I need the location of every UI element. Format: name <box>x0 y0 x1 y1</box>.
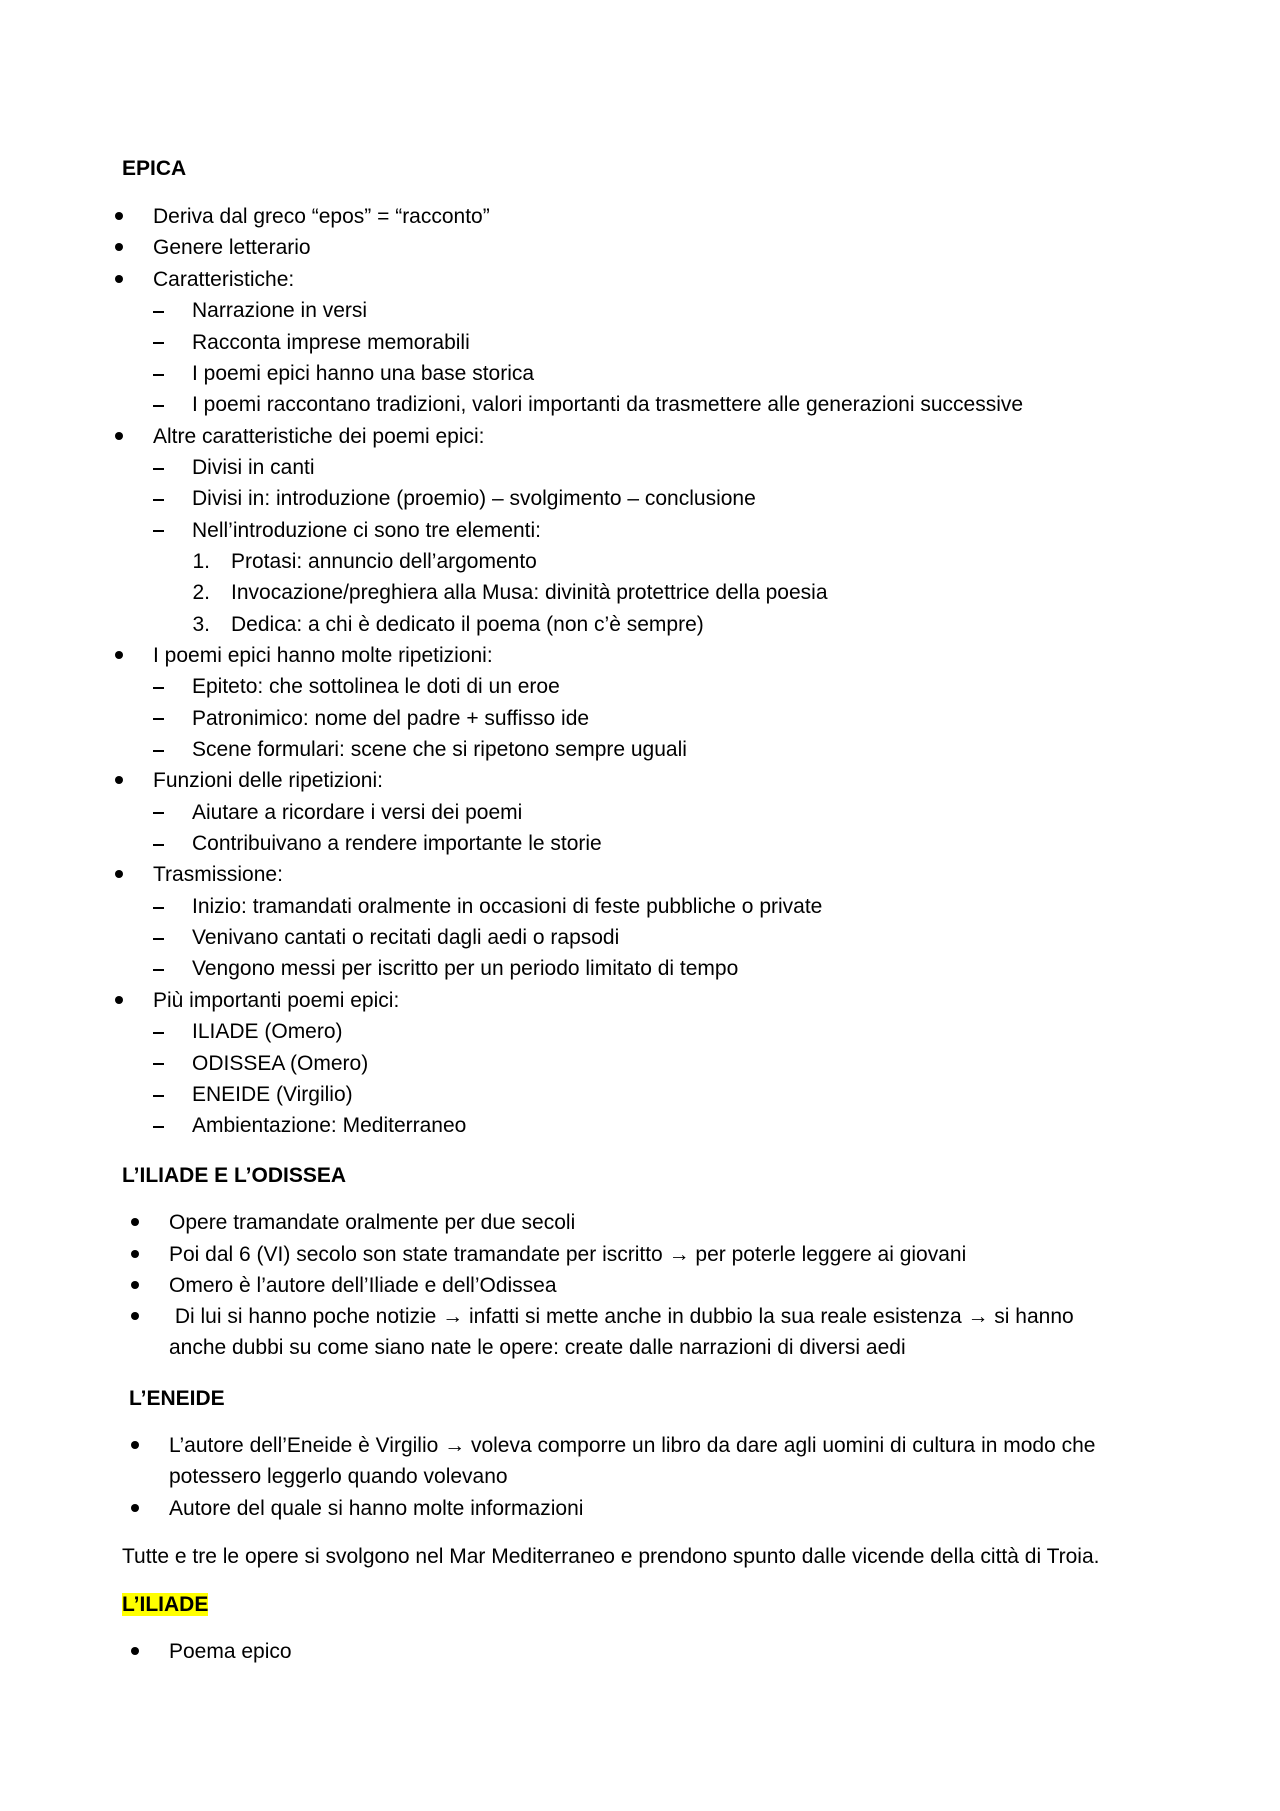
heading-iliade-odissea: L’ILIADE E L’ODISSEA <box>122 1164 347 1187</box>
list-item: Omero è l’autore dell’Iliade e dell’Odissea <box>169 1274 557 1297</box>
dash-icon <box>153 499 164 501</box>
sub-list-item: Patronimico: nome del padre + suffisso ide <box>192 707 590 730</box>
dash-icon <box>153 468 164 470</box>
sub-list-item: ODISSEA (Omero) <box>192 1052 369 1075</box>
sub-list-item: Vengono messi per iscritto per un periodo limitato di tempo <box>192 957 739 980</box>
bullet-icon <box>131 1218 139 1226</box>
dash-icon <box>153 938 164 940</box>
bullet-icon <box>115 212 123 220</box>
heading-iliade <box>122 1589 208 1620</box>
dash-icon <box>153 750 164 752</box>
dash-icon <box>153 374 164 376</box>
dash-icon <box>153 530 164 532</box>
list-number: 1. <box>192 550 210 573</box>
bullet-icon <box>115 996 123 1004</box>
list-item: Di lui si hanno poche notizie → infatti si mette anche in dubbio la sua reale esistenza → si hanno anche dubbi su come siano nate le opere: create dalle narrazioni di diversi aedi <box>169 1305 1080 1360</box>
list-item: Genere letterario <box>153 236 311 259</box>
dash-icon <box>153 342 164 344</box>
numbered-item: Protasi: annuncio dell’argomento <box>231 550 537 573</box>
bullet-icon <box>115 275 123 283</box>
sub-list-item: Epiteto: che sottolinea le doti di un eroe <box>192 675 560 698</box>
bullet-icon <box>115 776 123 784</box>
bullet-icon <box>115 870 123 878</box>
sub-list-item: Ambientazione: Mediterraneo <box>192 1114 467 1137</box>
numbered-item: Dedica: a chi è dedicato il poema (non c’è sempre) <box>231 613 704 636</box>
sub-list-item: Racconta imprese memorabili <box>192 331 470 354</box>
sub-list-item: I poemi epici hanno una base storica <box>192 362 535 385</box>
list-item: Autore del quale si hanno molte informazioni <box>169 1497 584 1520</box>
sub-list-item: Venivano cantati o recitati dagli aedi o rapsodi <box>192 926 620 949</box>
dash-icon <box>153 405 164 407</box>
list-item: I poemi epici hanno molte ripetizioni: <box>153 644 493 667</box>
bullet-icon <box>131 1647 139 1655</box>
dash-icon <box>153 1032 164 1034</box>
sub-list-item: I poemi raccontano tradizioni, valori importanti da trasmettere alle generazioni successive <box>192 393 1024 416</box>
heading-epica: EPICA <box>122 157 187 180</box>
bullet-icon <box>131 1504 139 1512</box>
bullet-icon <box>131 1281 139 1289</box>
heading-eneide: L’ENEIDE <box>129 1387 225 1410</box>
list-item: Poema epico <box>169 1640 292 1663</box>
sub-list-item: Divisi in canti <box>192 456 315 479</box>
sub-list-item: ILIADE (Omero) <box>192 1020 343 1043</box>
sub-list-item: Scene formulari: scene che si ripetono sempre uguali <box>192 738 687 761</box>
sub-list-item: Contribuivano a rendere importante le storie <box>192 832 602 855</box>
sub-list-item: Aiutare a ricordare i versi dei poemi <box>192 801 523 824</box>
dash-icon <box>153 718 164 720</box>
bullet-icon <box>115 432 123 440</box>
list-item: Deriva dal greco “epos” = “racconto” <box>153 205 490 228</box>
list-item: Funzioni delle ripetizioni: <box>153 769 383 792</box>
sub-list-item: Nell’introduzione ci sono tre elementi: <box>192 519 542 542</box>
bullet-icon <box>115 243 123 251</box>
dash-icon <box>153 1095 164 1097</box>
dash-icon <box>153 844 164 846</box>
list-item: Trasmissione: <box>153 863 283 886</box>
sub-list-item: Divisi in: introduzione (proemio) – svolgimento – conclusione <box>192 487 756 510</box>
bullet-icon <box>131 1250 139 1258</box>
dash-icon <box>153 311 164 313</box>
list-item: Poi dal 6 (VI) secolo son state tramandate per iscritto → per poterle leggere ai giovani <box>169 1243 967 1266</box>
list-item: Più importanti poemi epici: <box>153 989 400 1012</box>
numbered-item: Invocazione/preghiera alla Musa: divinità protettrice della poesia <box>231 581 828 604</box>
dash-icon <box>153 687 164 689</box>
dash-icon <box>153 907 164 909</box>
list-item: Altre caratteristiche dei poemi epici: <box>153 425 485 448</box>
list-number: 3. <box>192 613 210 636</box>
sub-list-item: Inizio: tramandati oralmente in occasioni di feste pubbliche o private <box>192 895 823 918</box>
dash-icon <box>153 969 164 971</box>
list-item: Caratteristiche: <box>153 268 295 291</box>
heading-iliade-text: L’ILIADE <box>122 1593 209 1616</box>
dash-icon <box>153 812 164 814</box>
dash-icon <box>153 1063 164 1065</box>
bullet-icon <box>131 1312 139 1320</box>
bullet-icon <box>131 1441 139 1449</box>
summary-paragraph: Tutte e tre le opere si svolgono nel Mar Mediterraneo e prendono spunto dalle vicende della città di Troia. <box>122 1545 1100 1568</box>
bullet-icon <box>115 651 123 659</box>
list-item: Opere tramandate oralmente per due secoli <box>169 1211 576 1234</box>
list-number: 2. <box>192 581 210 604</box>
sub-list-item: Narrazione in versi <box>192 299 368 322</box>
list-item: L’autore dell’Eneide è Virgilio → voleva comporre un libro da dare agli uomini di cultura in modo che potessero leggerlo quando volevano <box>169 1434 1096 1489</box>
sub-list-item: ENEIDE (Virgilio) <box>192 1083 353 1106</box>
dash-icon <box>153 1126 164 1128</box>
